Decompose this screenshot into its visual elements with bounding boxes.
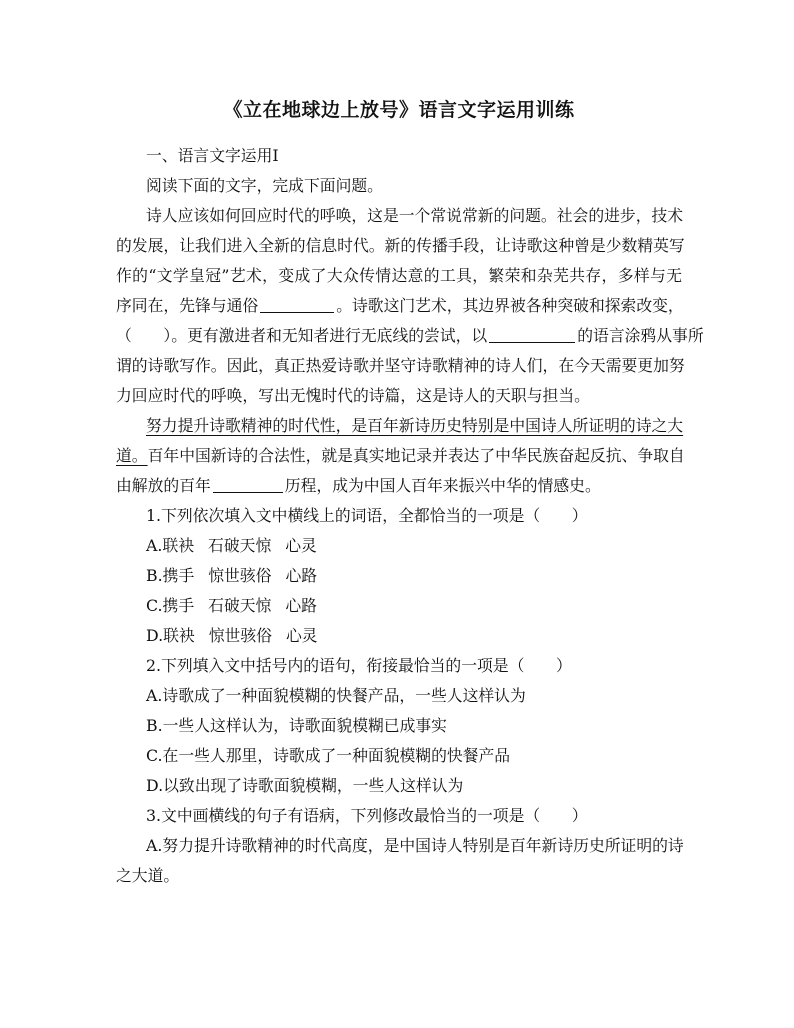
option-a bbox=[116, 531, 682, 561]
paragraph-line: 诗人应该如何回应时代的呼唤，这是一个常说常新的问题。社会的进步，技术 bbox=[146, 206, 684, 225]
paragraph-text: 序同在，先锋与通俗 bbox=[116, 296, 259, 315]
underlined-sentence-end: 道。 bbox=[116, 446, 148, 465]
option-word: 心路 bbox=[285, 566, 318, 585]
paragraph-line bbox=[116, 441, 685, 471]
option-d: D.以致出现了诗歌面貌模糊，一些人这样认为 bbox=[146, 776, 464, 795]
question-1 bbox=[116, 501, 682, 651]
paragraph-text: 历程，成为中国人百年来振兴中华的情感史。 bbox=[284, 476, 601, 495]
question-3 bbox=[116, 801, 682, 891]
option-a: A.努力提升诗歌精神的时代高度，是中国诗人特别是百年新诗历史所证明的诗 bbox=[146, 836, 684, 855]
option-a-continued: 之大道。 bbox=[116, 866, 180, 885]
option-b: B.一些人这样认为，诗歌面貌模糊已成事实 bbox=[146, 716, 447, 735]
option-letter: B. bbox=[146, 566, 163, 585]
option-letter: D. bbox=[146, 626, 164, 645]
question-stem: 3.文中画横线的句子有语病，下列修改最恰当的一项是（ ） bbox=[146, 806, 588, 825]
paragraph-line bbox=[116, 291, 682, 321]
option-letter: A. bbox=[146, 536, 163, 555]
paragraph-text: （ ）。更有激进者和无知者进行无底线的尝试，以 bbox=[116, 326, 488, 345]
paragraph-line: 谓的诗歌写作。因此，真正热爱诗歌并坚守诗歌精神的诗人们，在今天需要更加努 bbox=[116, 356, 685, 375]
option-word: 惊世骇俗 bbox=[208, 566, 272, 585]
option-word: 心灵 bbox=[285, 536, 317, 555]
option-word: 惊世骇俗 bbox=[208, 626, 272, 645]
underlined-sentence: 努力提升诗歌精神的时代性，是百年新诗历史特别是中国诗人所证明的诗之大 bbox=[146, 416, 684, 435]
page-title: 《立在地球边上放号》语言文字运用训练 bbox=[223, 99, 575, 121]
option-word: 心灵 bbox=[285, 626, 318, 645]
paragraph-text: 百年中国新诗的合法性，就是真实地记录并表达了中华民族奋起反抗、争取自 bbox=[147, 446, 685, 465]
option-b bbox=[116, 561, 682, 591]
paragraph-line bbox=[116, 411, 682, 441]
option-a: A.诗歌成了一种面貌模糊的快餐产品，一些人这样认为 bbox=[146, 686, 526, 705]
paragraph-text: 的语言涂鸦从事所 bbox=[577, 326, 704, 345]
section-heading: 一、语言文字运用Ⅰ bbox=[146, 146, 279, 165]
question-stem: 1.下列依次填入文中横线上的词语，全都恰当的一项是（ ） bbox=[146, 506, 588, 525]
option-word: 携手 bbox=[162, 596, 195, 615]
option-word: 心路 bbox=[285, 596, 317, 615]
fill-in-blank-3 bbox=[213, 491, 283, 493]
passage-paragraph-2 bbox=[116, 411, 685, 501]
paragraph-line: 力回应时代的呼唤，写出无愧时代的诗篇，这是诗人的天职与担当。 bbox=[116, 386, 590, 405]
option-word: 石破天惊 bbox=[208, 596, 272, 615]
paragraph-text: 由解放的百年 bbox=[116, 476, 211, 495]
question-2 bbox=[116, 651, 682, 801]
option-c bbox=[116, 591, 682, 621]
option-word: 携手 bbox=[162, 566, 195, 585]
option-c: C.在一些人那里，诗歌成了一种面貌模糊的快餐产品 bbox=[146, 746, 511, 765]
question-stem: 2.下列填入文中括号内的语句，衔接最恰当的一项是（ ） bbox=[146, 656, 572, 675]
option-d bbox=[116, 621, 682, 651]
paragraph-text: 。诗歌这门艺术，其边界被各种突破和探索改变， bbox=[336, 296, 684, 315]
option-letter: C. bbox=[146, 596, 163, 615]
paragraph-line: 的发展，让我们进入全新的信息时代。新的传播手段，让诗歌这种曾是少数精英写 bbox=[116, 236, 685, 255]
option-word: 联袂 bbox=[163, 626, 195, 645]
paragraph-line: 作的“文学皇冠”艺术，变成了大众传情达意的工具，繁荣和杂芜共存，多样与无 bbox=[116, 266, 682, 285]
fill-in-blank-1 bbox=[260, 311, 334, 313]
paragraph-line bbox=[116, 321, 704, 351]
paragraph-line bbox=[116, 471, 682, 501]
reading-instruction: 阅读下面的文字，完成下面问题。 bbox=[146, 176, 383, 195]
option-word: 石破天惊 bbox=[208, 536, 272, 555]
passage-paragraph-1 bbox=[116, 201, 704, 411]
option-word: 联袂 bbox=[162, 536, 195, 555]
fill-in-blank-2 bbox=[489, 341, 575, 343]
